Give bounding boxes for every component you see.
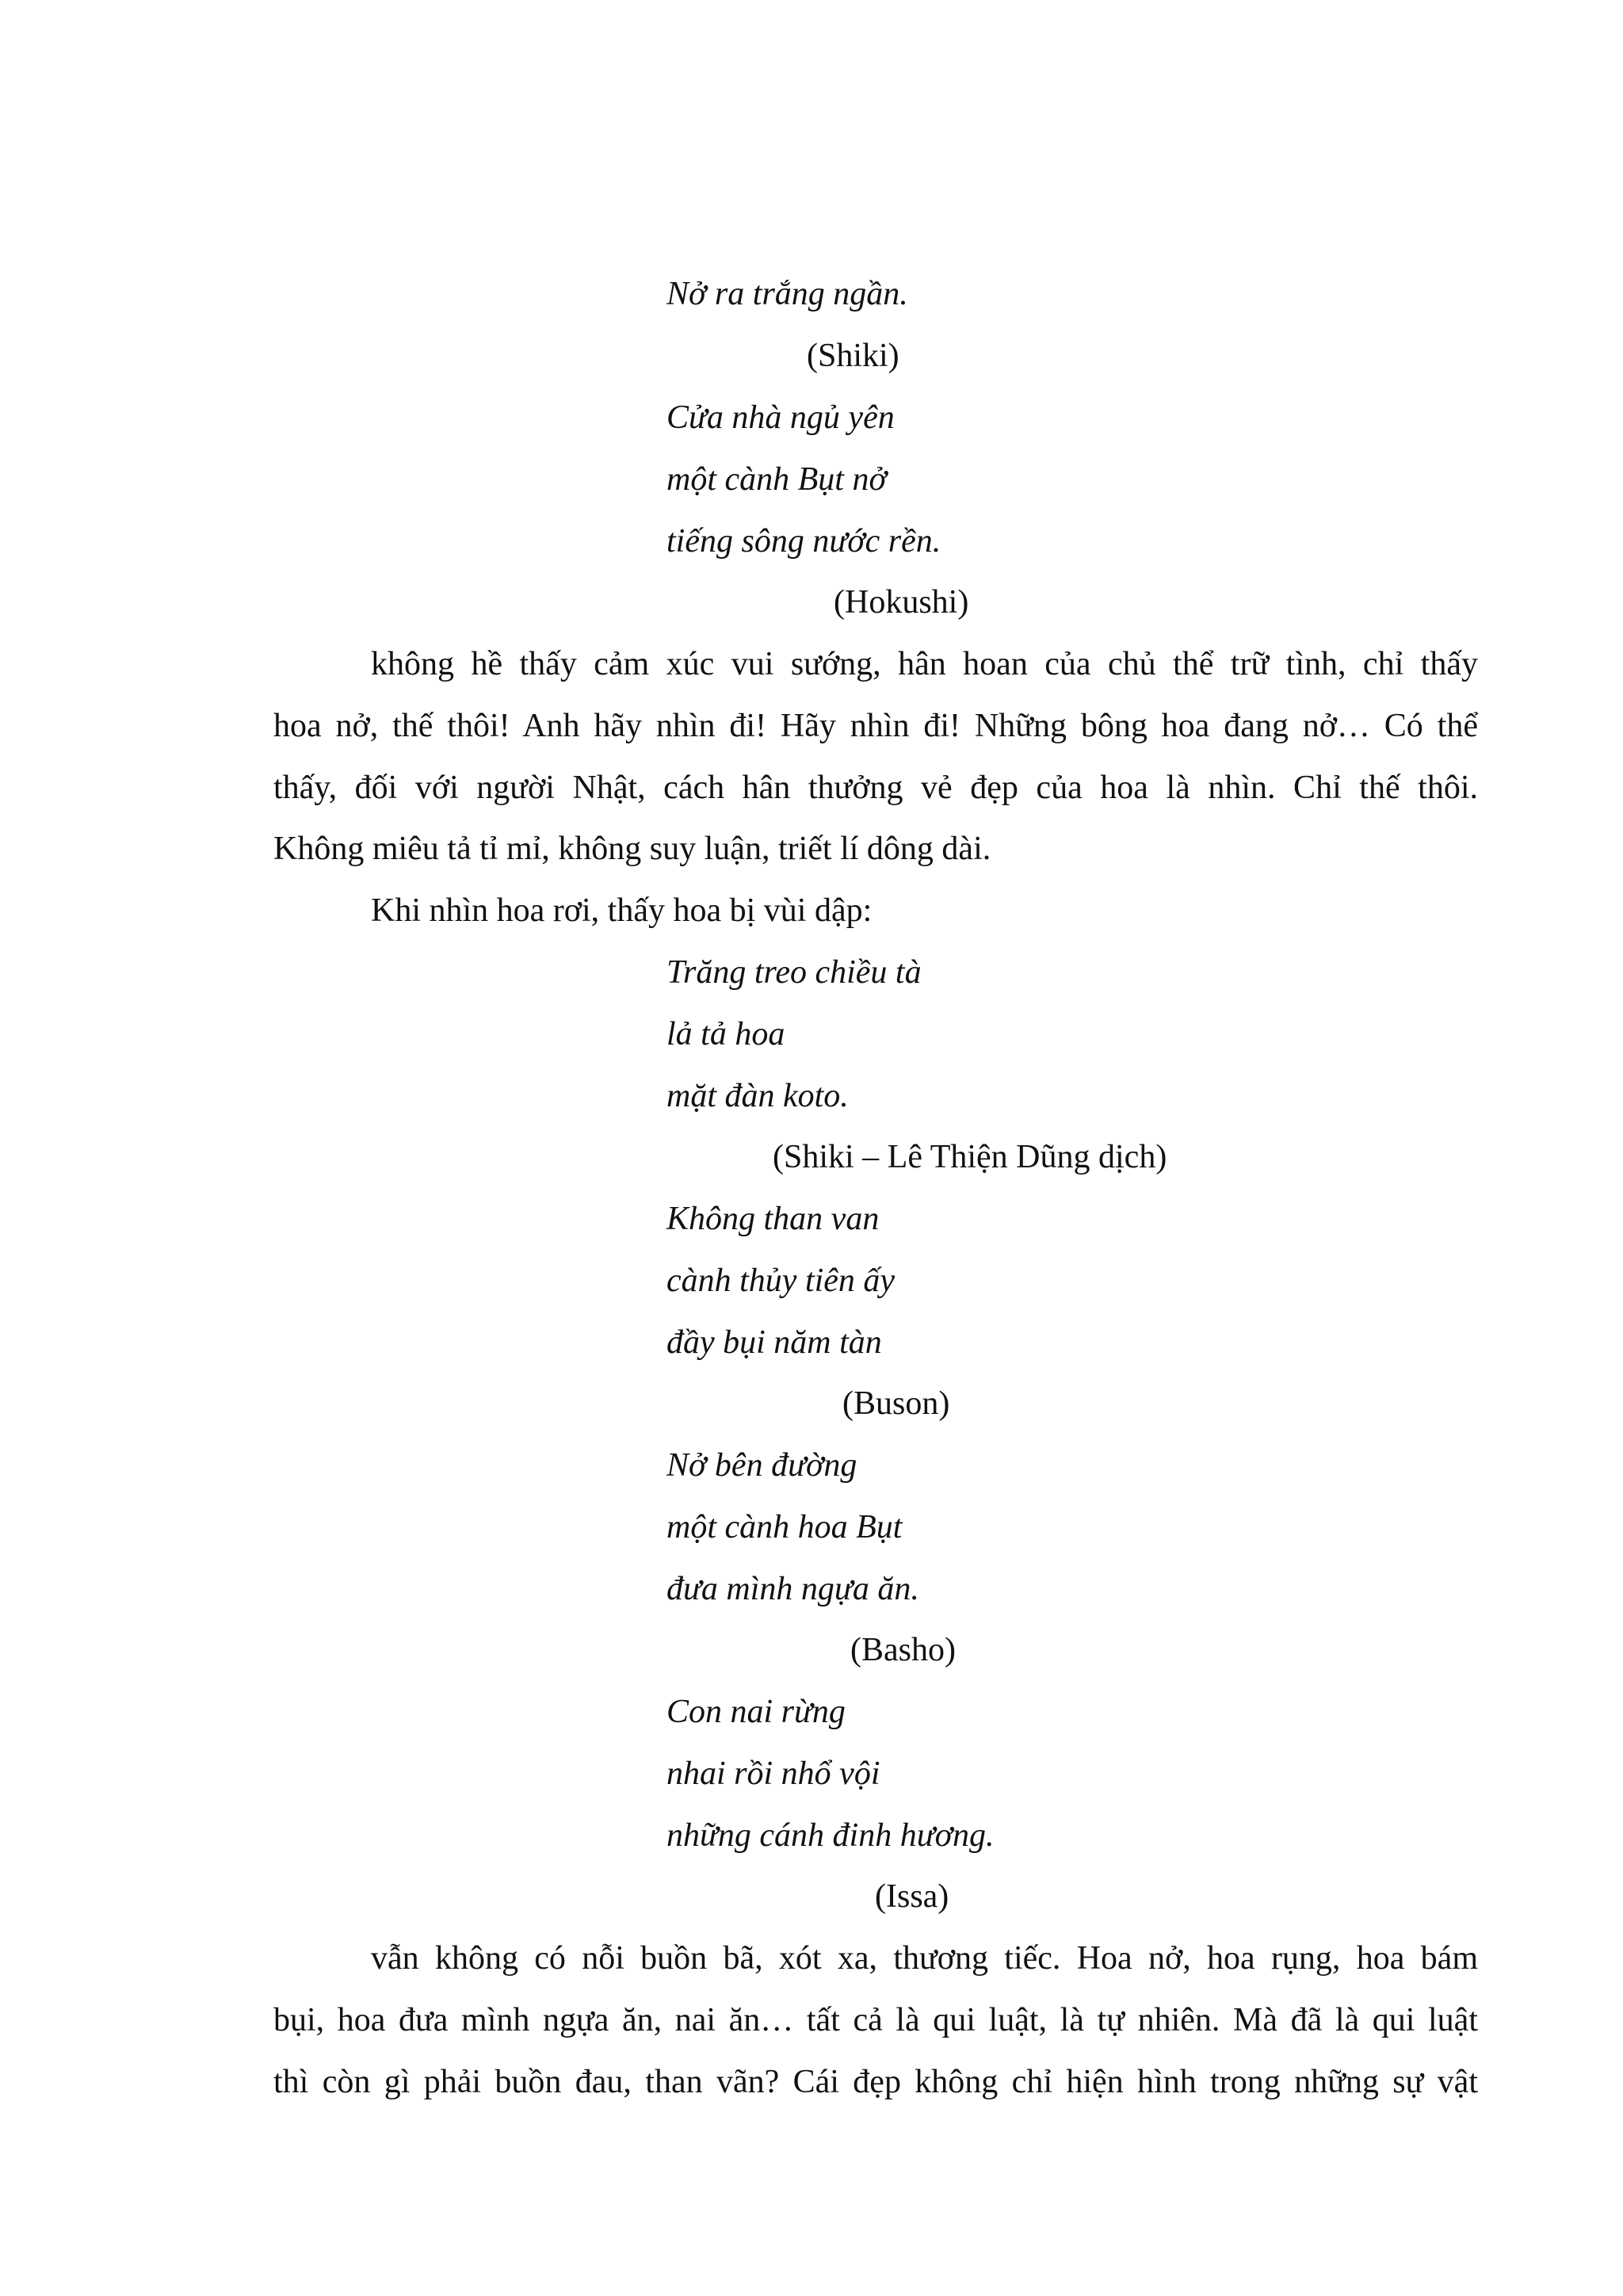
paragraph-line: hoa nở, thế thôi! Anh hãy nhìn đi! Hãy nhìn đi! Những bông hoa đang nở… Có thể (273, 708, 1478, 744)
poem-line: Nở bên đường (666, 1447, 857, 1484)
poem-line: mặt đàn koto. (666, 1078, 849, 1114)
paragraph-line: bụi, hoa đưa mình ngựa ăn, nai ăn… tất cả là qui luật, là tự nhiên. Mà đã là qui luật (273, 2002, 1478, 2038)
poem-line: cành thủy tiên ấy (666, 1263, 896, 1299)
poem-author: (Shiki) (807, 338, 899, 374)
poem-line: Con nai rừng (666, 1694, 846, 1730)
poem-line: một cành Bụt nở (666, 461, 887, 498)
paragraph-line: Không miêu tả tỉ mỉ, không suy luận, triết lí dông dài. (273, 831, 991, 867)
poem-line: Trăng treo chiều tà (666, 954, 922, 991)
poem-line: đưa mình ngựa ăn. (666, 1571, 919, 1607)
paragraph-line: Khi nhìn hoa rơi, thấy hoa bị vùi dập: (371, 892, 873, 929)
poem-line: tiếng sông nước rền. (666, 523, 941, 560)
poem-line: lả tả hoa (666, 1016, 785, 1052)
paragraph-line: vẫn không có nỗi buồn bã, xót xa, thương tiếc. Hoa nở, hoa rụng, hoa bám (371, 1940, 1478, 1977)
poem-line: nhai rồi nhổ vội (666, 1755, 880, 1792)
poem-line: một cành hoa Bụt (666, 1509, 903, 1545)
poem-author: (Shiki – Lê Thiện Dũng dịch) (773, 1139, 1167, 1175)
poem-author: (Issa) (875, 1878, 949, 1915)
paragraph-line: không hề thấy cảm xúc vui sướng, hân hoan của chủ thể trữ tình, chỉ thấy (371, 646, 1478, 682)
poem-author: (Buson) (842, 1385, 950, 1422)
poem-line: Nở ra trắng ngần. (666, 276, 908, 312)
poem-line: những cánh đinh hương. (666, 1817, 995, 1854)
paragraph-line: thấy, đối với người Nhật, cách hân thưởng vẻ đẹp của hoa là nhìn. Chỉ thế thôi. (273, 770, 1478, 806)
poem-line: Cửa nhà ngủ yên (666, 399, 895, 436)
poem-author: (Hokushi) (834, 584, 969, 621)
poem-line: đầy bụi năm tàn (666, 1324, 882, 1361)
paragraph-line: thì còn gì phải buồn đau, than vãn? Cái đẹp không chỉ hiện hình trong những sự vật (273, 2064, 1478, 2100)
poem-line: Không than van (666, 1201, 880, 1237)
poem-author: (Basho) (850, 1632, 956, 1668)
